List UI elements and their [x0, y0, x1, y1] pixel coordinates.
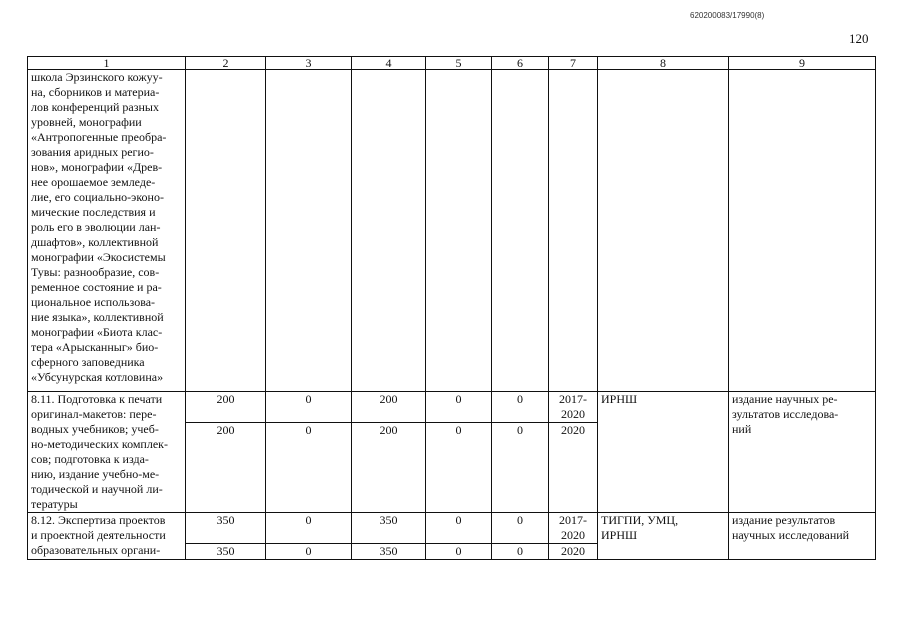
row-8-11-col5: 0	[426, 392, 492, 423]
row-8-12-col2-sub: 350	[186, 544, 266, 560]
document-id: 620200083/17990(8)	[690, 11, 765, 20]
empty-cell	[266, 70, 352, 392]
table-row-8-11	[28, 392, 876, 423]
row-8-12-period-sub: 2020	[549, 544, 598, 560]
row-8-12-col3: 0	[266, 513, 352, 544]
row-8-11-col6-sub: 0	[492, 423, 549, 513]
row-8-11-executor: ИРНШ	[598, 392, 729, 513]
column-header: 1	[28, 57, 186, 70]
row-8-12-col4-sub: 350	[352, 544, 426, 560]
row-8-12-col6-sub: 0	[492, 544, 549, 560]
row-8-11-result: издание научных ре- зультатов исследова- ний	[729, 392, 876, 513]
page-number: 120	[849, 31, 869, 46]
row-8-12-col3-sub: 0	[266, 544, 352, 560]
empty-cell	[186, 70, 266, 392]
column-header: 6	[492, 57, 549, 70]
empty-cell	[729, 70, 876, 392]
column-header: 7	[549, 57, 598, 70]
column-header: 2	[186, 57, 266, 70]
row-8-12-col4: 350	[352, 513, 426, 544]
row-8-11-period: 2017- 2020	[549, 392, 598, 423]
column-number-row	[28, 57, 876, 70]
column-header: 4	[352, 57, 426, 70]
row-8-11-col3: 0	[266, 392, 352, 423]
row-8-11-period-sub: 2020	[549, 423, 598, 513]
column-header: 5	[426, 57, 492, 70]
column-header: 8	[598, 57, 729, 70]
plan-table	[27, 56, 876, 560]
row-8-11-description: 8.11. Подготовка к печати оригинал-макетов: пере- водных учебников; учеб- но-методических комплек- сов; подготовка к изда- нию, издание учебно-ме- тодической и научной ли- тературы	[28, 392, 186, 513]
empty-cell	[549, 70, 598, 392]
empty-cell	[426, 70, 492, 392]
row-8-11-col5-sub: 0	[426, 423, 492, 513]
row-8-11-col2: 200	[186, 392, 266, 423]
row-8-12-description: 8.12. Экспертиза проектов и проектной деятельности образовательных органи-	[28, 513, 186, 560]
row-8-11-col4-sub: 200	[352, 423, 426, 513]
row-8-11-col6: 0	[492, 392, 549, 423]
empty-cell	[492, 70, 549, 392]
empty-cell	[598, 70, 729, 392]
continuation-description: школа Эрзинского кожуу- на, сборников и материа- лов конференций разных уровней, монографии «Антропогенные преобра- зования аридных регио- нов», монографии «Древ- нее орошаемое земледе- лие, его социально-эконо- мические последствия и роль его в эволюции лан- дшафтов», коллективной монографии «Экосистемы Тувы: разнообразие, сов- ременное состояние и ра- циональное использова- ние языка», коллективной монографии «Биота клас- тера «Арысканныг» био- сферного заповедника «Убсунурская котловина»	[28, 70, 186, 392]
row-8-12-period: 2017- 2020	[549, 513, 598, 544]
row-8-12-executor: ТИГПИ, УМЦ, ИРНШ	[598, 513, 729, 560]
row-8-11-col4: 200	[352, 392, 426, 423]
column-header: 3	[266, 57, 352, 70]
row-8-12-col6: 0	[492, 513, 549, 544]
empty-cell	[352, 70, 426, 392]
row-8-12-result: издание результатов научных исследований	[729, 513, 876, 560]
table-row-8-12	[28, 513, 876, 544]
row-8-12-col2: 350	[186, 513, 266, 544]
row-8-12-col5-sub: 0	[426, 544, 492, 560]
column-header: 9	[729, 57, 876, 70]
row-8-11-col3-sub: 0	[266, 423, 352, 513]
row-8-12-col5: 0	[426, 513, 492, 544]
table-row-continuation	[28, 70, 876, 392]
row-8-11-col2-sub: 200	[186, 423, 266, 513]
